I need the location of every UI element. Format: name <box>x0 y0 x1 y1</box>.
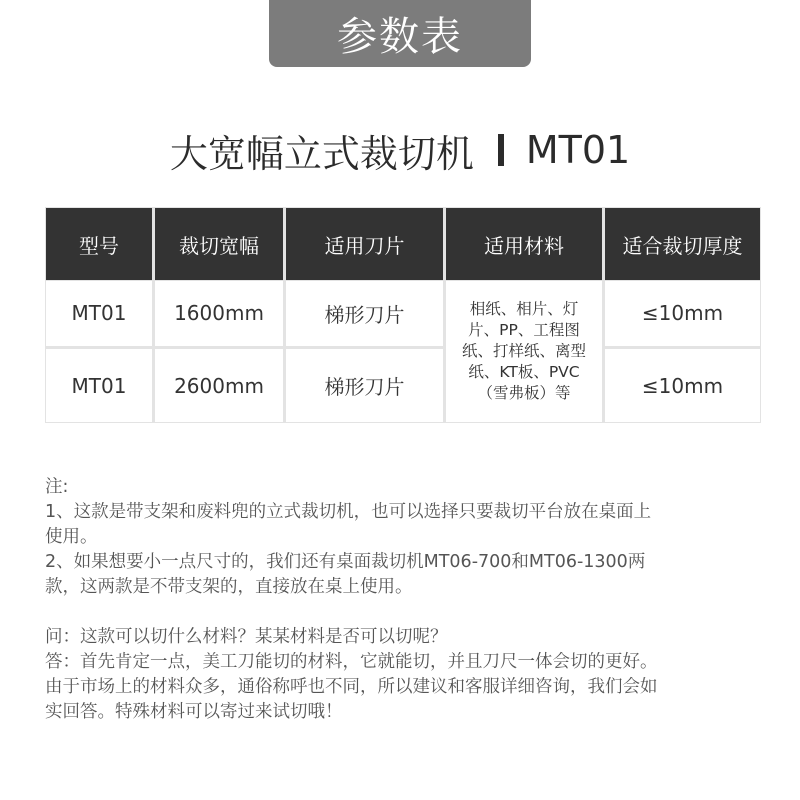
faq-answer: 实回答。特殊材料可以寄过来试切哦！ <box>45 702 343 722</box>
spec-table <box>45 207 761 423</box>
faq-answer: 由于市场上的材料众多，通俗称呼也不同，所以建议和客服详细咨询，我们会如 <box>45 677 658 697</box>
table-cell-thickness: ≤10mm <box>605 280 760 346</box>
notes-section <box>45 475 760 725</box>
grid-line <box>152 208 155 422</box>
materials-line: 纸、KT板、PVC <box>468 362 580 381</box>
table-cell-width: 2600mm <box>155 349 283 422</box>
header-cell-material: 适用材料 <box>446 208 602 280</box>
grid-line <box>46 280 760 281</box>
header-cell-thickness: 适合裁切厚度 <box>605 208 760 280</box>
table-cell-blade: 梯形刀片 <box>286 280 443 346</box>
table-cell-blade: 梯形刀片 <box>286 349 443 422</box>
materials-line: 纸、打样纸、离型 <box>461 341 586 360</box>
table-cell-width: 1600mm <box>155 280 283 346</box>
table-cell-model: MT01 <box>46 349 152 422</box>
grid-line <box>602 208 605 422</box>
table-cell-model: MT01 <box>46 280 152 346</box>
title-separator <box>498 134 504 166</box>
grid-line <box>283 208 286 422</box>
faq-answer: 答：首先肯定一点，美工刀能切的材料，它就能切，并且刀尺一体会切的更好。 <box>45 652 658 672</box>
header-cell-width: 裁切宽幅 <box>155 208 283 280</box>
grid-line <box>46 346 443 349</box>
header-cell-model: 型号 <box>46 208 152 280</box>
table-cell-materials <box>446 280 602 422</box>
page-title <box>0 120 800 180</box>
grid-line <box>605 346 760 349</box>
table-cell-thickness: ≤10mm <box>605 349 760 422</box>
spacer <box>45 600 760 625</box>
banner <box>269 0 531 67</box>
product-name: 大宽幅立式裁切机 <box>169 131 474 176</box>
materials-line: 相纸、相片、灯 <box>469 299 579 318</box>
note-text: 款，这两款是不带支架的，直接放在桌上使用。 <box>45 577 413 597</box>
materials-line: （雪弗板）等 <box>477 383 571 402</box>
note-text: 使用。 <box>45 527 98 547</box>
notes-label: 注: <box>45 477 69 497</box>
banner-title: 参数表 <box>337 14 463 60</box>
note-text: 1、这款是带支架和废料兜的立式裁切机，也可以选择只要裁切平台放在桌面上 <box>45 502 652 522</box>
header-cell-blade: 适用刀片 <box>286 208 443 280</box>
faq-question: 问：这款可以切什么材料？某某材料是否可以切呢？ <box>45 627 448 647</box>
materials-line: 片、PP、工程图 <box>468 320 580 339</box>
product-model: MT01 <box>525 128 631 172</box>
note-text: 2、如果想要小一点尺寸的，我们还有桌面裁切机MT06-700和MT06-1300两 <box>45 552 646 572</box>
grid-line <box>443 208 446 422</box>
